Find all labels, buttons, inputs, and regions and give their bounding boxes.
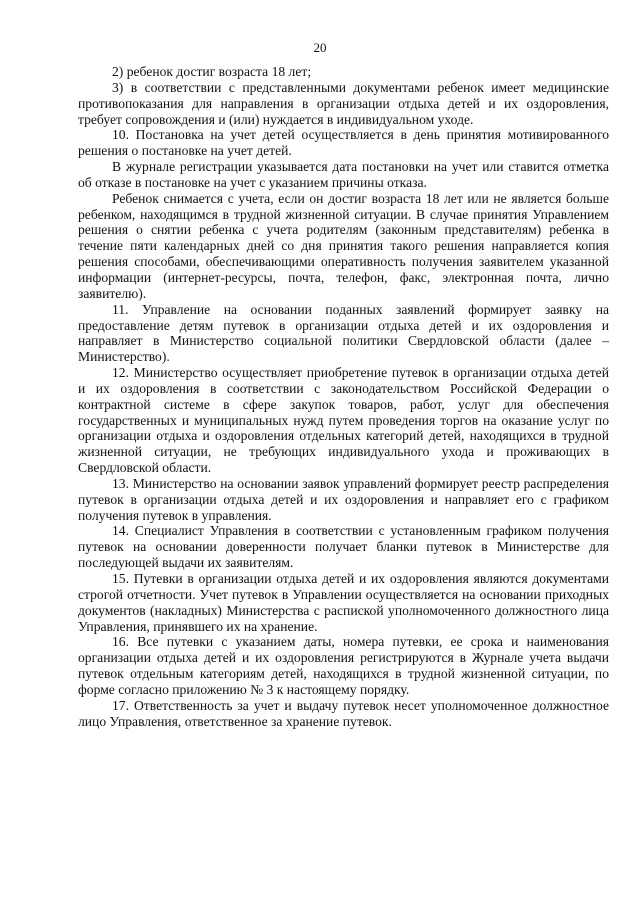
paragraph-17: 17. Ответственность за учет и выдачу путевок несет уполномоченное должностное лицо Управления, ответственное за хранение путевок. [78, 697, 609, 729]
paragraph-removal-from-register: Ребенок снимается с учета, если он достиг возраста 18 лет или не является больше ребенком, находящимся в трудной жизненной ситуации. В случае принятия Управлением решения о снятии ребенка с учета родителям (законным представителям) ребенка в течение пяти календарных дней со дня принятия такого решения направляется копия решения способами, обеспечивающими оперативность получения заявителем указанной информации (интернет-ресурсы, почта, телефон, факс, электронная почта, лично заявителю). [78, 190, 609, 301]
paragraph-16: 16. Все путевки с указанием даты, номера путевки, ее срока и наименования организации отдыха детей и их оздоровления регистрируются в Журнале учета выдачи путевок отдельным категориям детей, находящихся в трудной жизненной ситуации, по форме согласно приложению № 3 к настоящему порядку. [78, 634, 609, 697]
paragraph-13: 13. Министерство на основании заявок управлений формирует реестр распределения путевок в организации отдыха детей и их оздоровления и направляет его с графиком получения путевок в управления. [78, 475, 609, 523]
paragraph-12: 12. Министерство осуществляет приобретение путевок в организации отдыха детей и их оздоровления в соответствии с законодательством Российской Федерации о контрактной системе в сфере закупок товаров, работ, услуг для обеспечения государственных и муниципальных нужд путем проведения торгов на оказание услуг по организации отдыха и оздоровления отдельных категорий детей, находящихся в трудной жизненной ситуации, не требующих индивидуального ухода и проживающих в Свердловской области. [78, 365, 609, 476]
paragraph-15: 15. Путевки в организации отдыха детей и их оздоровления являются документами строгой отчетности. Учет путевок в Управлении осуществляется на основании приходных документов (накладных) Министерства с распиской уполномоченного должностного лица Управления, принявшего их на хранение. [78, 571, 609, 634]
paragraph-item-2: 2) ребенок достиг возраста 18 лет; [112, 64, 312, 79]
paragraph-14: 14. Специалист Управления в соответствии с установленным графиком получения путевок на основании доверенности получает бланки путевок в Министерстве для последующей выдачи их заявителям. [78, 523, 609, 571]
page-number: 20 [313, 40, 327, 55]
document-body [78, 64, 609, 729]
paragraph-registration-journal: В журнале регистрации указывается дата постановки на учет или ставится отметка об отказе в постановке на учет с указанием причины отказа. [78, 159, 609, 190]
paragraph-10: 10. Постановка на учет детей осуществляется в день принятия мотивированного решения о постановке на учет детей. [78, 127, 609, 159]
paragraph-11: 11. Управление на основании поданных заявлений формирует заявку на предоставление детям путевок в организации отдыха детей и их оздоровления и направляет в Министерство социальной политики Свердловской области (далее – Министерство). [78, 301, 609, 365]
paragraph-item-3: 3) в соответствии с представленными документами ребенок имеет медицинские противопоказания для направления в организации отдыха детей и их оздоровления, требует сопровождения и (или) нуждается в индивидуальном уходе. [78, 79, 609, 127]
